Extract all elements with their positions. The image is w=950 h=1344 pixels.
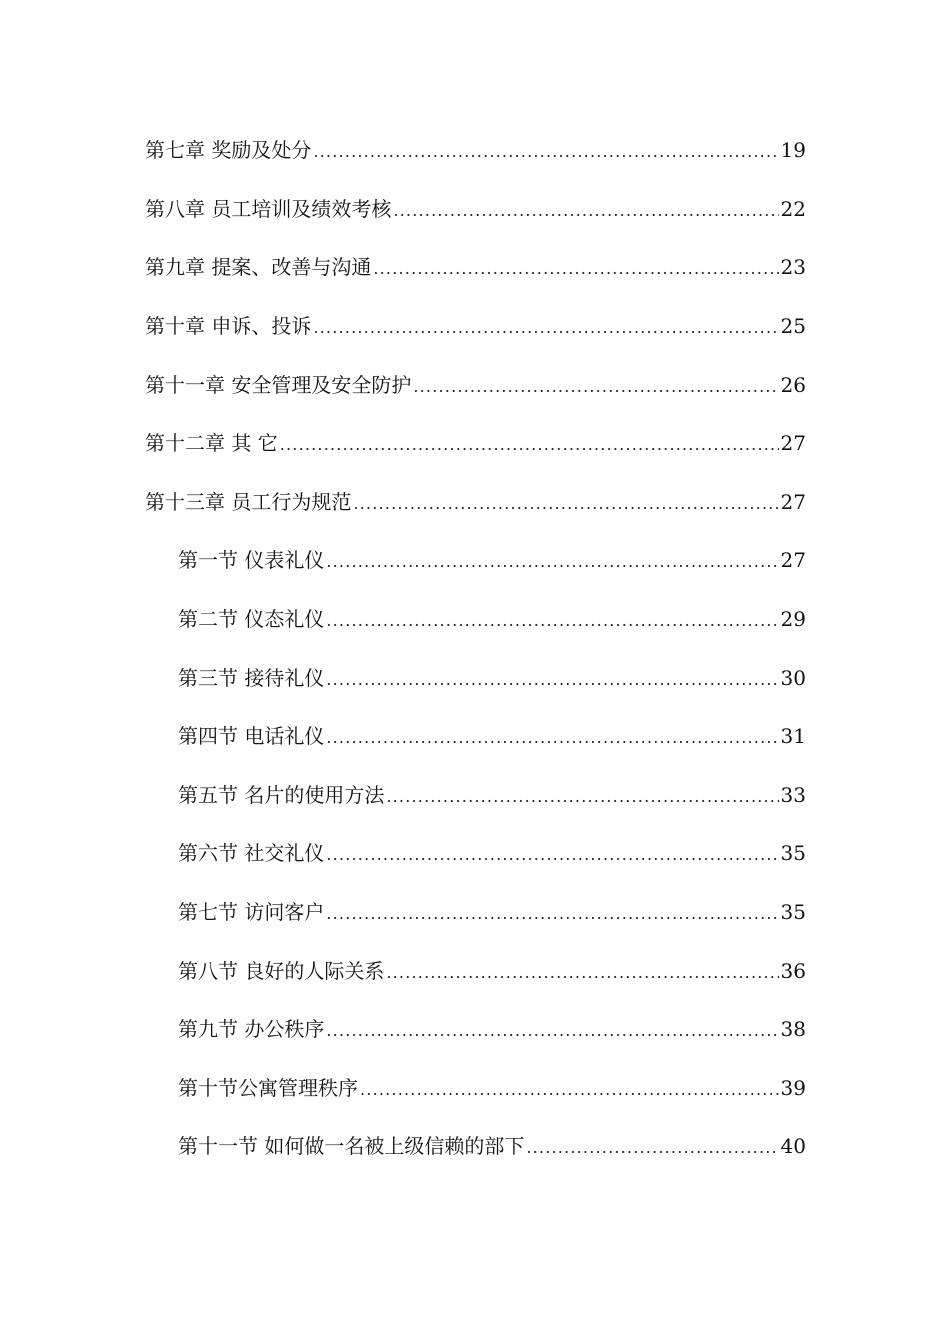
toc-entry-page: 35: [780, 841, 806, 866]
toc-leader-dots: [313, 138, 778, 166]
toc-entry-section-11[interactable]: [0, 1118, 950, 1177]
toc-entry-label: 第九章 提案、改善与沟通: [145, 255, 372, 280]
toc-entry-page: 27: [780, 431, 806, 456]
toc-entry-page: 23: [780, 255, 806, 280]
toc-leader-dots: [326, 724, 778, 752]
toc-entry-section-7[interactable]: [0, 884, 950, 943]
toc-leader-dots: [360, 1076, 779, 1104]
toc-entry-chapter-9[interactable]: [0, 239, 950, 298]
toc-entry-page: 22: [780, 196, 806, 221]
toc-leader-dots: [393, 197, 778, 225]
toc-entry-page: 31: [780, 724, 806, 749]
toc-entry-section-6[interactable]: [0, 825, 950, 884]
toc-entry-label: 第十节公寓管理秩序: [178, 1075, 358, 1100]
toc-entry-label: 第三节 接待礼仪: [178, 665, 325, 690]
toc-entry-chapter-12[interactable]: [0, 415, 950, 474]
toc-entry-page: 39: [780, 1075, 806, 1100]
toc-entry-section-5[interactable]: [0, 767, 950, 826]
toc-entry-section-9[interactable]: [0, 1001, 950, 1060]
toc-leader-dots: [373, 255, 778, 283]
toc-entry-label: 第十二章 其 它: [145, 431, 278, 456]
toc-entry-page: 26: [780, 372, 806, 397]
toc-entry-label: 第七节 访问客户: [178, 900, 325, 925]
toc-entry-section-4[interactable]: [0, 708, 950, 767]
toc-entry-label: 第一节 仪表礼仪: [178, 548, 325, 573]
toc-entry-page: 36: [780, 958, 806, 983]
toc-entry-label: 第十章 申诉、投诉: [145, 314, 312, 339]
toc-entry-chapter-8[interactable]: [0, 181, 950, 240]
toc-leader-dots: [326, 548, 778, 576]
toc-leader-dots: [413, 373, 778, 401]
toc-entry-page: 25: [780, 314, 806, 339]
toc-entry-label: 第二节 仪态礼仪: [178, 607, 325, 632]
toc-entry-label: 第七章 奖励及处分: [145, 138, 312, 163]
toc-entry-chapter-11[interactable]: [0, 356, 950, 415]
toc-entry-page: 27: [780, 548, 806, 573]
toc-entry-page: 35: [780, 900, 806, 925]
table-of-contents: [0, 122, 950, 1177]
toc-entry-label: 第五节 名片的使用方法: [178, 782, 385, 807]
toc-leader-dots: [326, 841, 778, 869]
toc-entry-page: 19: [780, 138, 806, 163]
toc-entry-label: 第九节 办公秩序: [178, 1017, 325, 1042]
toc-entry-section-8[interactable]: [0, 942, 950, 1001]
toc-entry-label: 第四节 电话礼仪: [178, 724, 325, 749]
toc-entry-page: 33: [780, 782, 806, 807]
toc-entry-label: 第十三章 员工行为规范: [145, 489, 352, 514]
toc-entry-label: 第八章 员工培训及绩效考核: [145, 196, 392, 221]
toc-entry-page: 29: [780, 607, 806, 632]
toc-leader-dots: [326, 607, 778, 635]
toc-entry-page: 30: [780, 665, 806, 690]
toc-leader-dots: [313, 314, 778, 342]
toc-entry-label: 第十一节 如何做一名被上级信赖的部下: [178, 1134, 525, 1159]
toc-entry-chapter-10[interactable]: [0, 298, 950, 357]
toc-entry-section-10[interactable]: [0, 1060, 950, 1119]
toc-entry-page: 40: [780, 1134, 806, 1159]
toc-leader-dots: [386, 783, 778, 811]
toc-entry-chapter-13[interactable]: [0, 474, 950, 533]
toc-entry-chapter-7[interactable]: [0, 122, 950, 181]
toc-entry-section-3[interactable]: [0, 649, 950, 708]
toc-entry-label: 第六节 社交礼仪: [178, 841, 325, 866]
toc-leader-dots: [326, 900, 778, 928]
toc-leader-dots: [526, 1134, 778, 1162]
toc-entry-label: 第八节 良好的人际关系: [178, 958, 385, 983]
toc-entry-page: 27: [780, 489, 806, 514]
toc-leader-dots: [280, 431, 779, 459]
toc-leader-dots: [386, 959, 778, 987]
toc-leader-dots: [353, 490, 778, 518]
toc-leader-dots: [326, 666, 778, 694]
toc-entry-page: 38: [780, 1017, 806, 1042]
toc-entry-label: 第十一章 安全管理及安全防护: [145, 372, 412, 397]
toc-entry-section-1[interactable]: [0, 532, 950, 591]
toc-leader-dots: [326, 1017, 778, 1045]
toc-entry-section-2[interactable]: [0, 591, 950, 650]
